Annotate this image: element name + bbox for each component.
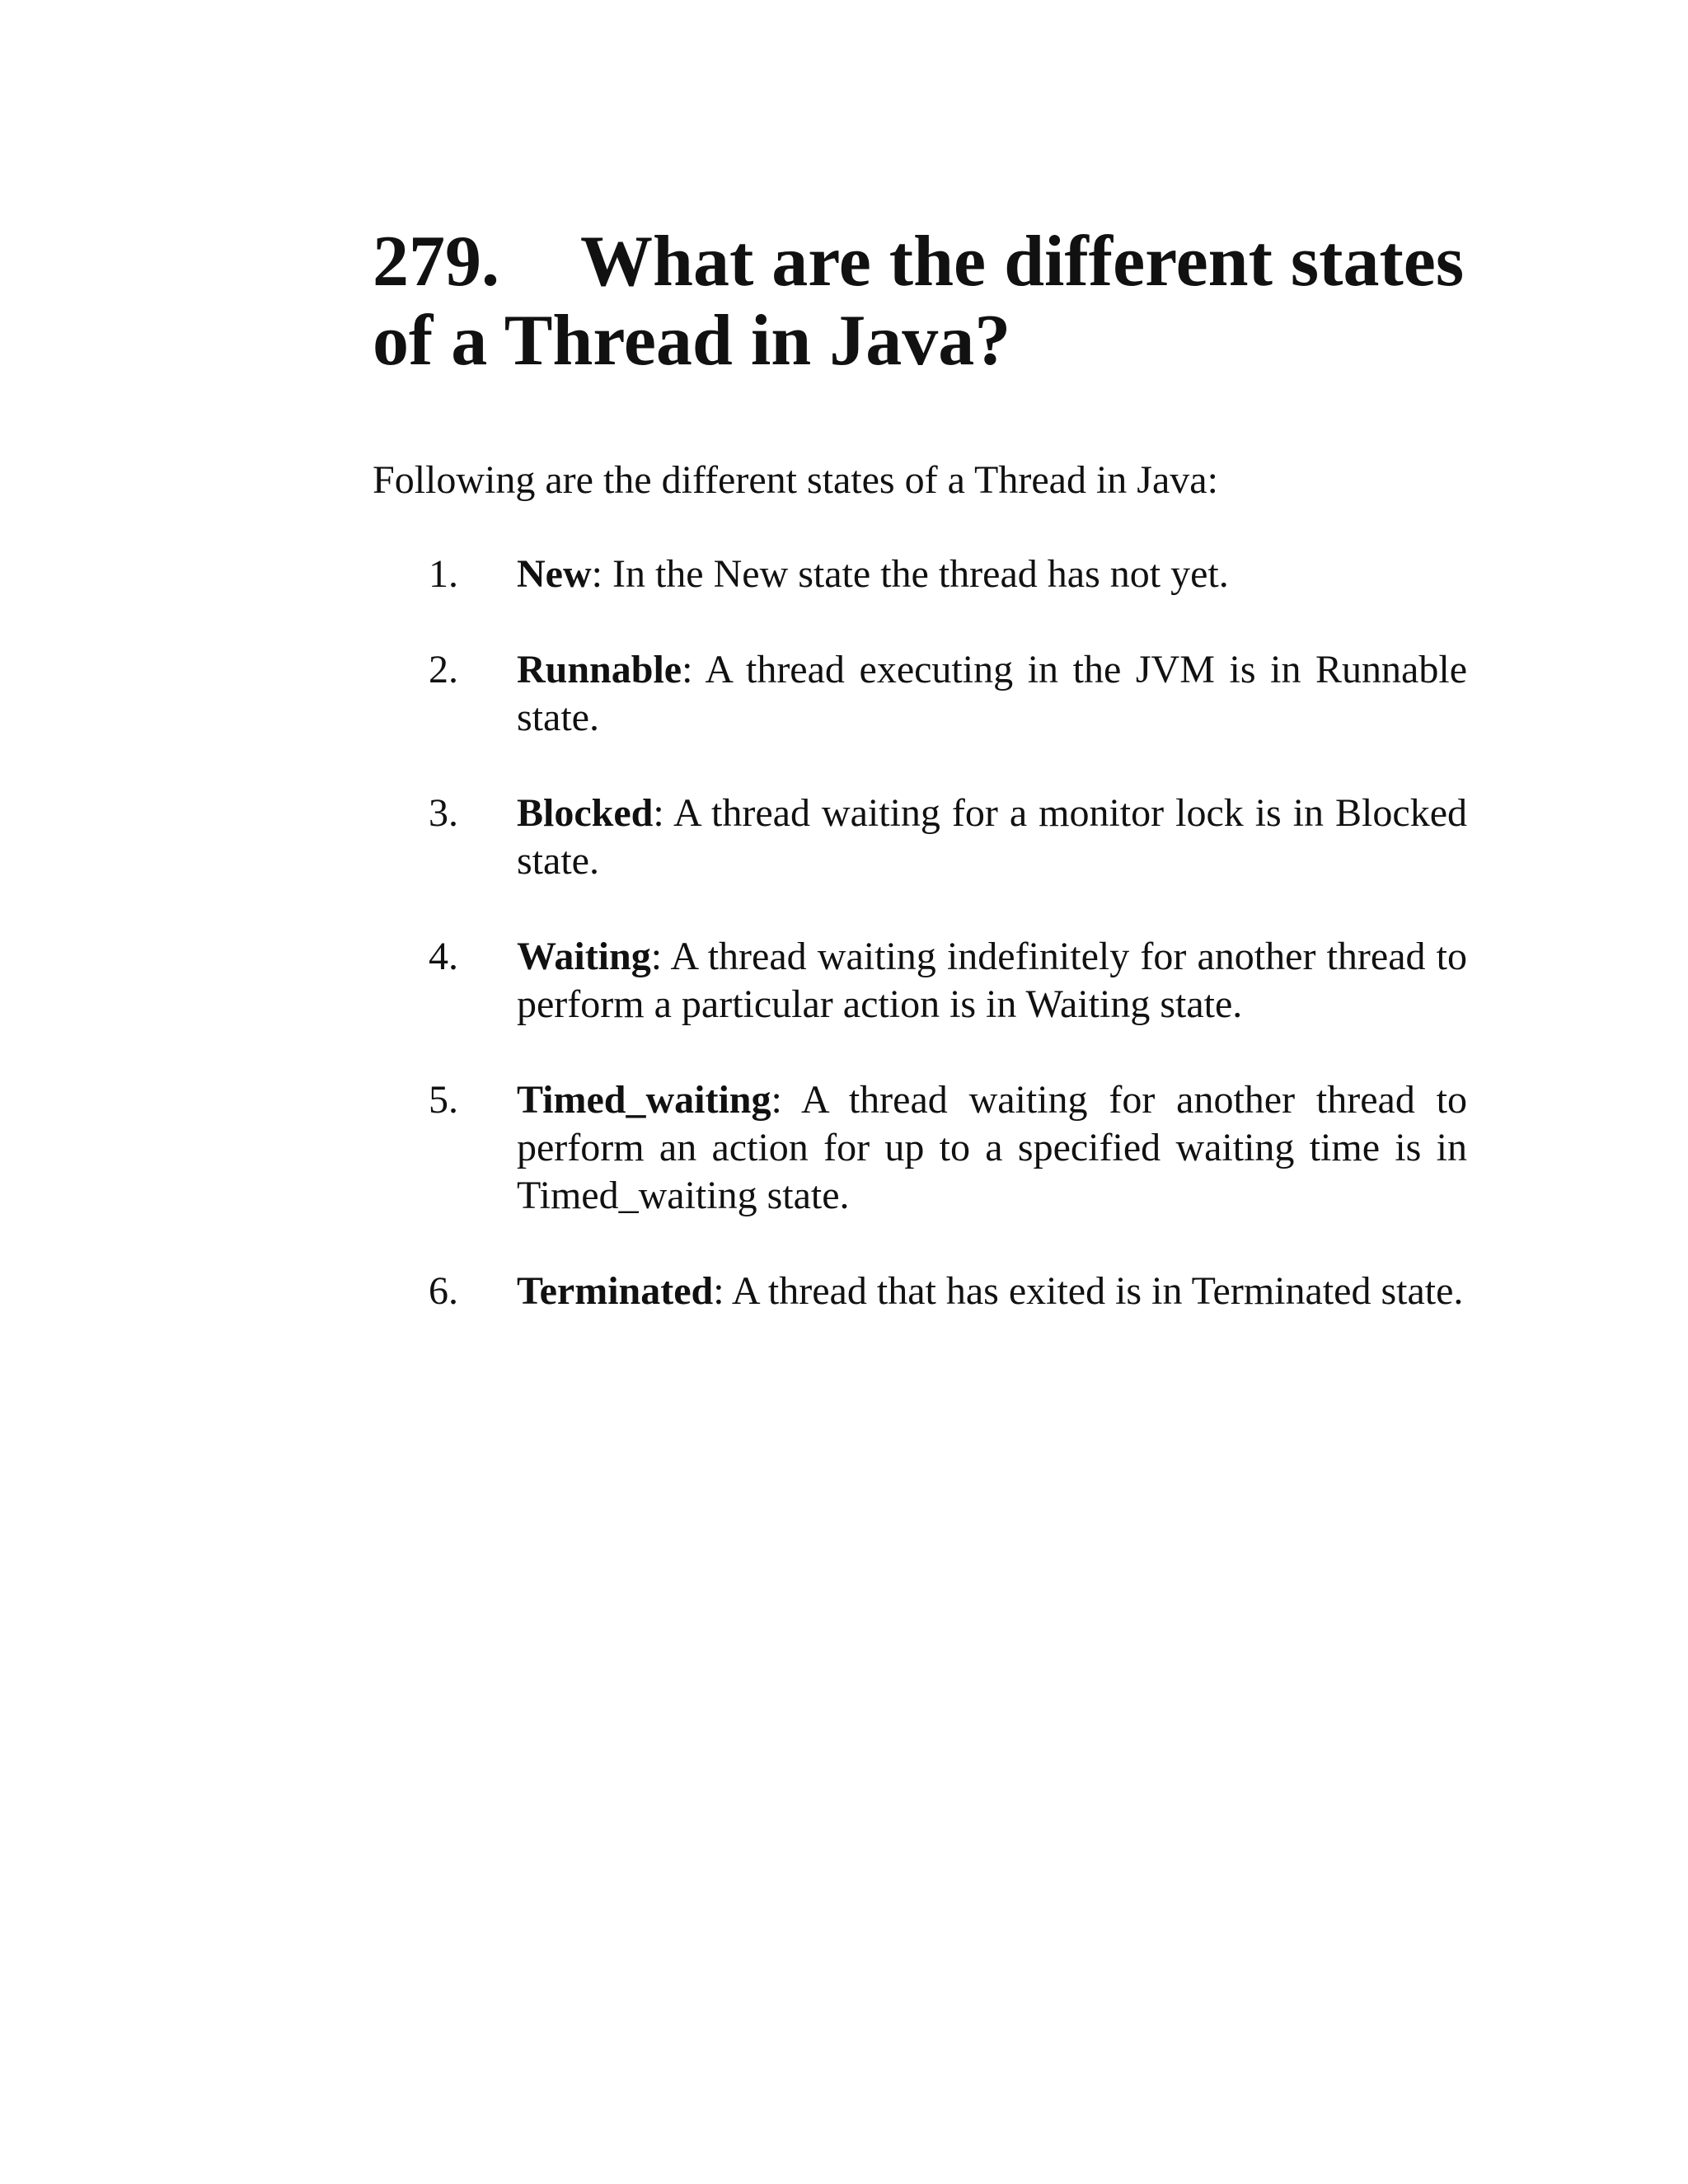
thread-states-list [373,551,1467,1315]
state-term: Waiting [517,935,651,978]
list-item [373,790,1467,885]
list-item-number: 4. [429,935,458,978]
state-term: Terminated [517,1269,714,1313]
page-title [373,223,1467,381]
list-item [373,646,1467,742]
document-page [373,223,1467,1363]
list-item-number: 1. [429,552,458,596]
state-term: New [517,552,592,596]
state-description: : In the New state the thread has not yet. [591,552,1229,596]
state-description: : A thread executing in the JVM is in Runnable state. [517,648,1467,739]
list-item-number: 3. [429,791,458,835]
question-title: What are the different states of a Thread in Java? [373,222,1465,381]
list-item [373,933,1467,1029]
state-term: Runnable [517,648,682,691]
list-item [373,1268,1467,1315]
list-item-number: 5. [429,1078,458,1122]
question-number: 279. [373,222,499,302]
state-term: Timed_waiting [517,1078,771,1122]
state-description: : A thread waiting for a monitor lock is in Blocked state. [517,791,1467,883]
list-item [373,1076,1467,1220]
list-item-number: 6. [429,1269,458,1313]
state-description: : A thread waiting indefinitely for another thread to perform a particular action is in Waiting state. [517,935,1467,1026]
state-description: : A thread that has exited is in Terminated state. [713,1269,1464,1313]
intro-paragraph: Following are the different states of a Thread in Java: [373,458,1218,502]
list-item-number: 2. [429,648,458,691]
list-item [373,551,1467,598]
state-term: Blocked [517,791,654,835]
state-description: : A thread waiting for another thread to perform an action for up to a specified waiting time is in Timed_waiting state. [517,1078,1467,1217]
